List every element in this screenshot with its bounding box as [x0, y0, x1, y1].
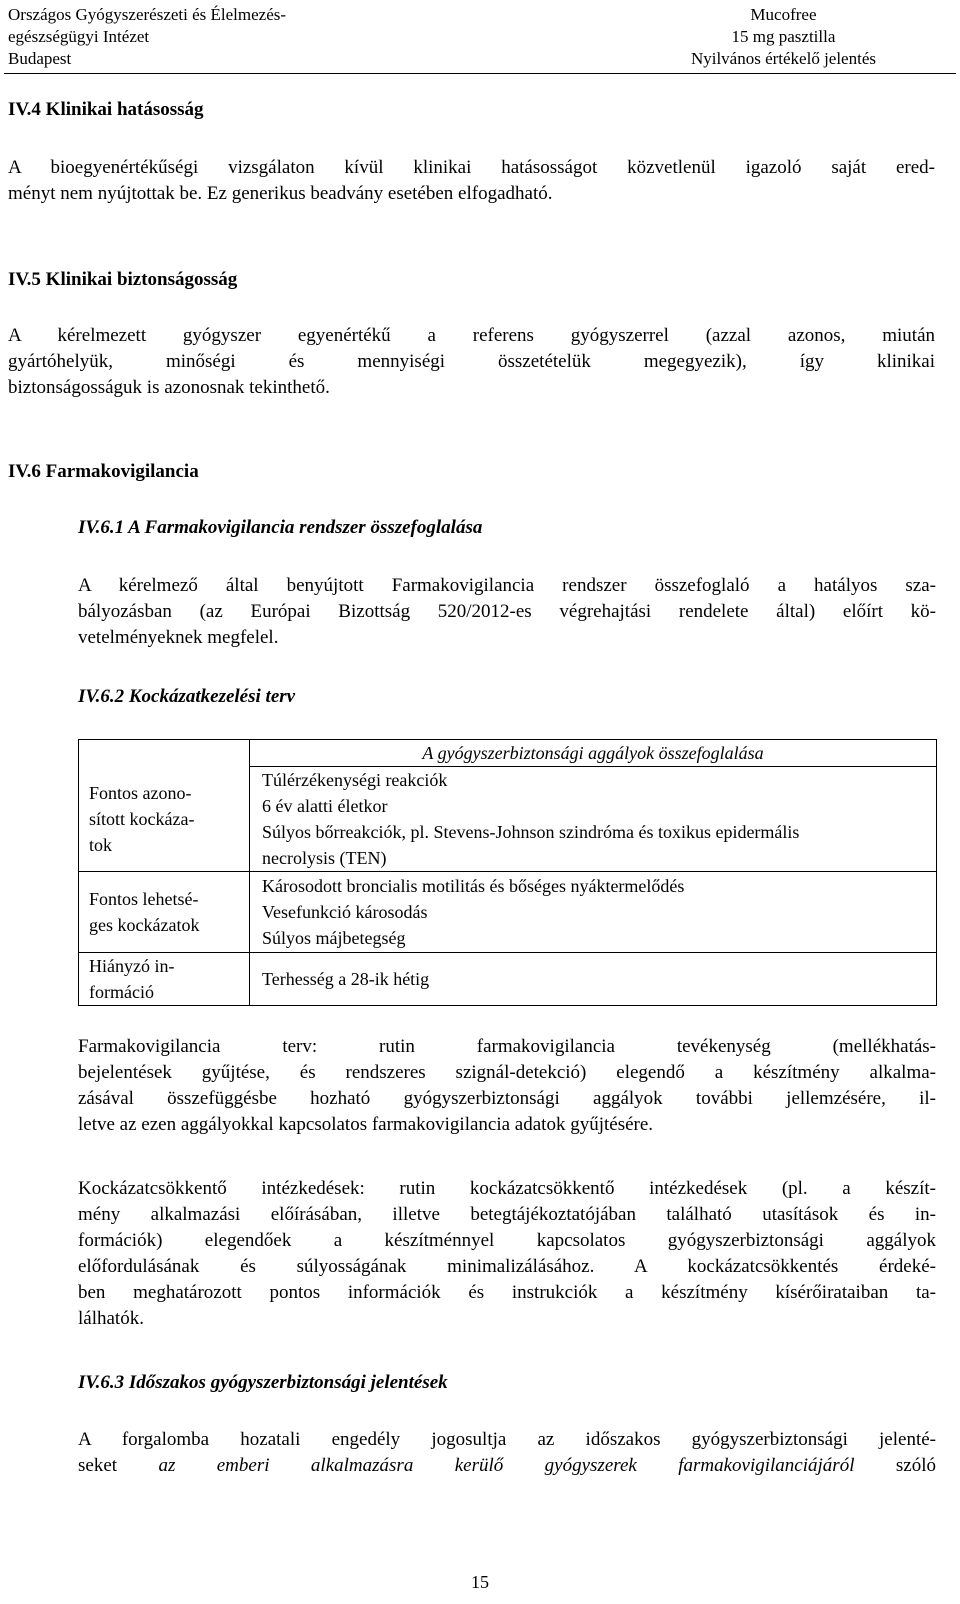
text-line: vetelményeknek megfelel.: [78, 627, 279, 648]
text-line: A kérelmező által benyújtott Farmakovigilancia rendszer összefoglaló a hatályos sza-: [78, 575, 936, 596]
label-line: ges kockázatok: [89, 915, 200, 935]
row-label-potential-risks: [79, 872, 250, 953]
label-line: sított kockáza-: [89, 808, 195, 829]
text-line: letve az ezen aggályokkal kapcsolatos farmakovigilancia adatok gyűjtésére.: [78, 1114, 654, 1135]
text-line: [78, 1453, 936, 1479]
italic-regulation-title: az emberi alkalmazásra kerülő gyógyszerek farmakovigilanciájáról: [158, 1455, 855, 1476]
text-line: zásával összefüggésbe hozható gyógyszerbiztonsági aggályok további jellemzésére, il-: [78, 1088, 936, 1109]
table-row: [79, 872, 937, 953]
paragraph-pv-system: [78, 573, 936, 651]
paragraph-pv-plan: [78, 1034, 936, 1138]
header-right-line: Nyilvános értékelő jelentés: [690, 49, 876, 68]
subsection-title-pv-system: IV.6.1 A Farmakovigilancia rendszer összefoglalása: [78, 517, 483, 538]
text-line: bejelentések gyűjtése, és rendszeres szignál-detekció) elegendő a készítmény alkalma-: [78, 1062, 936, 1083]
table-row: [79, 953, 937, 1006]
table-header-cell: [250, 740, 937, 767]
text-line: ben meghatározott pontos információk és instrukciók a készítmény kísérőirataiban ta-: [78, 1282, 936, 1303]
header-left-line: Budapest: [8, 49, 72, 68]
section-title-clinical-efficacy: IV.4 Klinikai hatásosság: [8, 99, 204, 120]
list-item: Súlyos bőrreakciók, pl. Stevens-Johnson szindróma és toxikus epidermális: [262, 822, 800, 842]
paragraph-clinical-efficacy: [8, 155, 935, 207]
row-items-identified-risks: [250, 767, 937, 872]
text-line: Farmakovigilancia terv: rutin farmakovigilancia tevékenység (mellékhatás-: [78, 1036, 936, 1057]
safety-concerns-table: [78, 739, 937, 1006]
text-line: Kockázatcsökkentő intézkedések: rutin kockázatcsökkentő intézkedések (pl. a készít-: [78, 1178, 936, 1199]
label-line: Fontos lehetsé-: [89, 889, 199, 909]
text-line: ményt nem nyújtottak be. Ez generikus beadvány esetében elfogadható.: [8, 183, 553, 204]
row-label-missing-information: [79, 953, 250, 1006]
table-empty-header-cell: [79, 740, 250, 767]
section-title-clinical-safety: IV.5 Klinikai biztonságosság: [8, 269, 238, 290]
text-line: lálhatók.: [78, 1308, 144, 1329]
text-line: mény alkalmazási előírásában, illetve betegtájékoztatójában található utasítások és in-: [78, 1204, 936, 1225]
page-number: 15: [471, 1572, 489, 1592]
header-left-line: Országos Gyógyszerészeti és Élelmezés-: [8, 5, 287, 24]
label-line: Hiányzó in-: [89, 956, 175, 976]
text-line: előfordulásának és súlyosságának minimalizálásához. A kockázatcsökkentés érdeké-: [78, 1256, 936, 1277]
label-line: Fontos azono-: [89, 782, 192, 803]
label-line: formáció: [89, 982, 154, 1002]
header-product: [691, 4, 876, 70]
section-title-pharmacovigilance: IV.6 Farmakovigilancia: [8, 461, 199, 482]
text-run: seket: [78, 1455, 159, 1476]
text-line: A kérelmezett gyógyszer egyenértékű a referens gyógyszerrel (azzal azonos, miután: [8, 325, 935, 346]
list-item: Terhesség a 28-ik hétig: [262, 969, 430, 989]
paragraph-clinical-safety: [8, 323, 935, 401]
header-right-line: Mucofree: [750, 5, 817, 24]
label-line: tok: [89, 834, 113, 855]
text-line: biztonságosságuk is azonosnak tekinthető.: [8, 377, 330, 398]
paragraph-risk-minimisation: [78, 1176, 936, 1332]
list-item: Károsodott broncialis motilitás és bőséges nyáktermelődés: [262, 876, 685, 896]
text-run: szóló: [854, 1455, 936, 1476]
list-item: necrolysis (TEN): [262, 848, 387, 868]
table-header-row: [79, 740, 937, 767]
text-line: gyártóhelyük, minőségi és mennyiségi összetételük megegyezik), így klinikai: [8, 351, 935, 372]
list-item: Súlyos májbetegség: [262, 928, 406, 948]
text-line: A bioegyenértékűségi vizsgálaton kívül klinikai hatásosságot közvetlenül igazoló saját ered-: [8, 157, 935, 178]
row-items-missing-information: [250, 953, 937, 1006]
paragraph-psur: [78, 1427, 936, 1479]
header-right-line: 15 mg pasztilla: [731, 27, 836, 46]
list-item: Vesefunkció károsodás: [262, 902, 428, 922]
subsection-title-risk-plan: IV.6.2 Kockázatkezelési terv: [78, 686, 296, 707]
header-divider: [4, 73, 956, 74]
text-line: formációk) elegendőek a készítménnyel kapcsolatos gyógyszerbiztonsági aggályok: [78, 1230, 936, 1251]
subsection-title-psur: IV.6.3 Időszakos gyógyszerbiztonsági jelentések: [78, 1372, 448, 1393]
row-items-potential-risks: [250, 872, 937, 953]
list-item: Túlérzékenységi reakciók: [262, 770, 448, 790]
table-title: A gyógyszerbiztonsági aggályok összefoglalása: [422, 743, 764, 763]
row-label-identified-risks: [79, 767, 250, 872]
table-row: [79, 767, 937, 872]
text-line: A forgalomba hozatali engedély jogosultja az időszakos gyógyszerbiztonsági jelenté-: [78, 1429, 936, 1450]
header-left-line: egészségügyi Intézet: [8, 27, 150, 46]
list-item: 6 év alatti életkor: [262, 796, 388, 816]
text-line: bályozásban (az Európai Bizottság 520/2012-es végrehajtási rendelete által) előírt kö-: [78, 601, 936, 622]
header-institute: [8, 4, 286, 70]
